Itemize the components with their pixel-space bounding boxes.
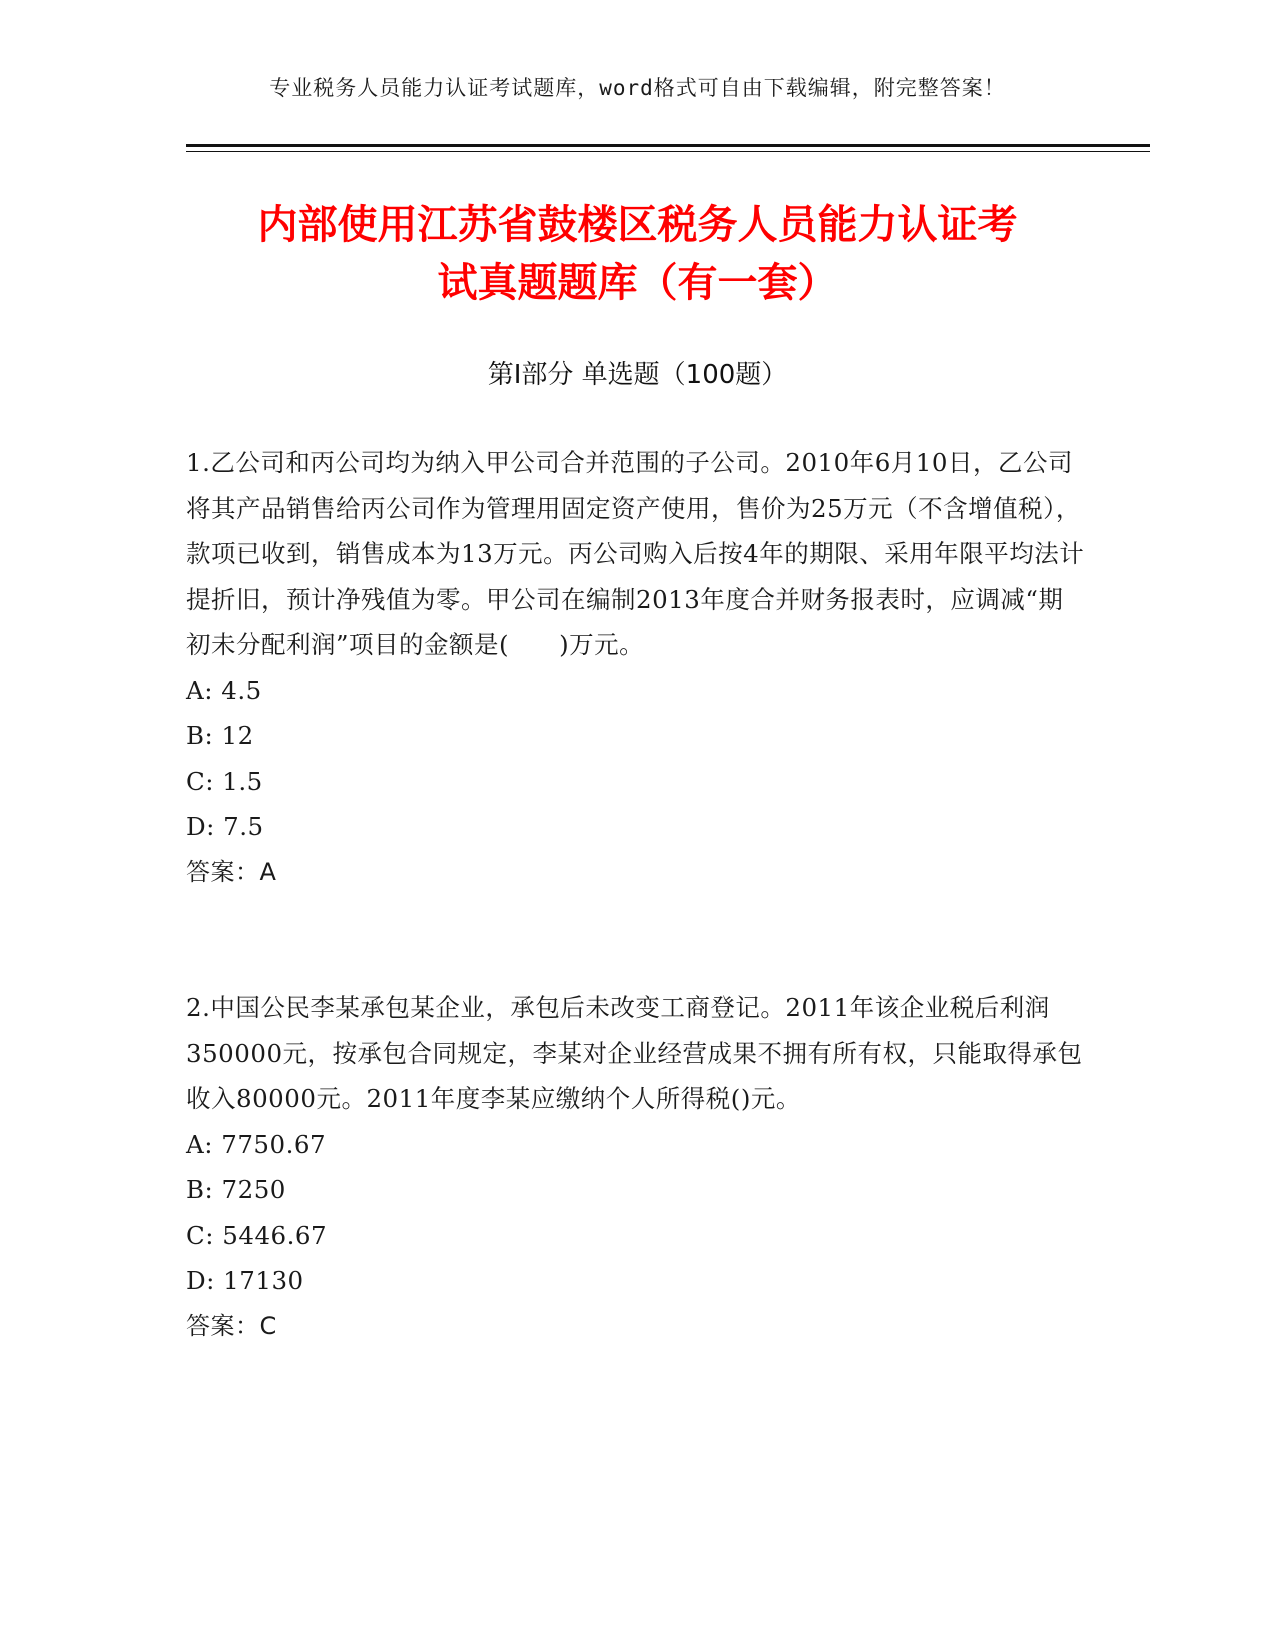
question-2-option-b: B: 7250 xyxy=(186,1175,286,1204)
question-2-option-d: D: 17130 xyxy=(186,1266,304,1295)
question-2-option-c: C: 5446.67 xyxy=(186,1220,328,1250)
page-header: 专业税务人员能力认证考试题库，word格式可自由下载编辑，附完整答案！ xyxy=(269,76,1006,100)
question-2-answer: 答案：C xyxy=(186,1311,277,1340)
question-1-option-d: D: 7.5 xyxy=(186,812,264,841)
question-2 xyxy=(186,985,1086,1349)
section-title: 第Ⅰ部分 单选题（100题） xyxy=(487,360,788,390)
header-rule-thin xyxy=(186,151,1150,152)
question-1-stem: 1.乙公司和丙公司均为纳入甲公司合并范围的子公司。2010年6月10日，乙公司将其产品销售给丙公司作为管理用固定资产使用，售价为25万元（不含增值税），款项已收到，销售成本为13万元。丙公司购入后按4年的期限、采用年限平均法计提折旧，预计净残值为零。甲公司在编制2013年度合并财务报表时，应调减“期初未分配利润”项目的金额是( )万元。 xyxy=(186,448,1085,659)
question-1-option-a: A: 4.5 xyxy=(186,675,262,705)
header-rule-thick xyxy=(186,144,1150,147)
document-title-line-2: 试真题题库（有一套） xyxy=(437,260,838,306)
question-1 xyxy=(186,440,1086,895)
question-2-option-a: A: 7750.67 xyxy=(186,1129,327,1159)
question-1-answer: 答案：A xyxy=(186,857,277,886)
document-title-line-1: 内部使用江苏省鼓楼区税务人员能力认证考 xyxy=(257,202,1018,248)
question-2-stem: 2.中国公民李某承包某企业，承包后未改变工商登记。2011年该企业税后利润350000元，按承包合同规定，李某对企业经营成果不拥有所有权，只能取得承包收入80000元。2011年度李某应缴纳个人所得税()元。 xyxy=(186,993,1083,1113)
document-title xyxy=(150,196,1125,312)
question-1-option-c: C: 1.5 xyxy=(186,766,263,796)
question-1-option-b: B: 12 xyxy=(186,721,254,750)
